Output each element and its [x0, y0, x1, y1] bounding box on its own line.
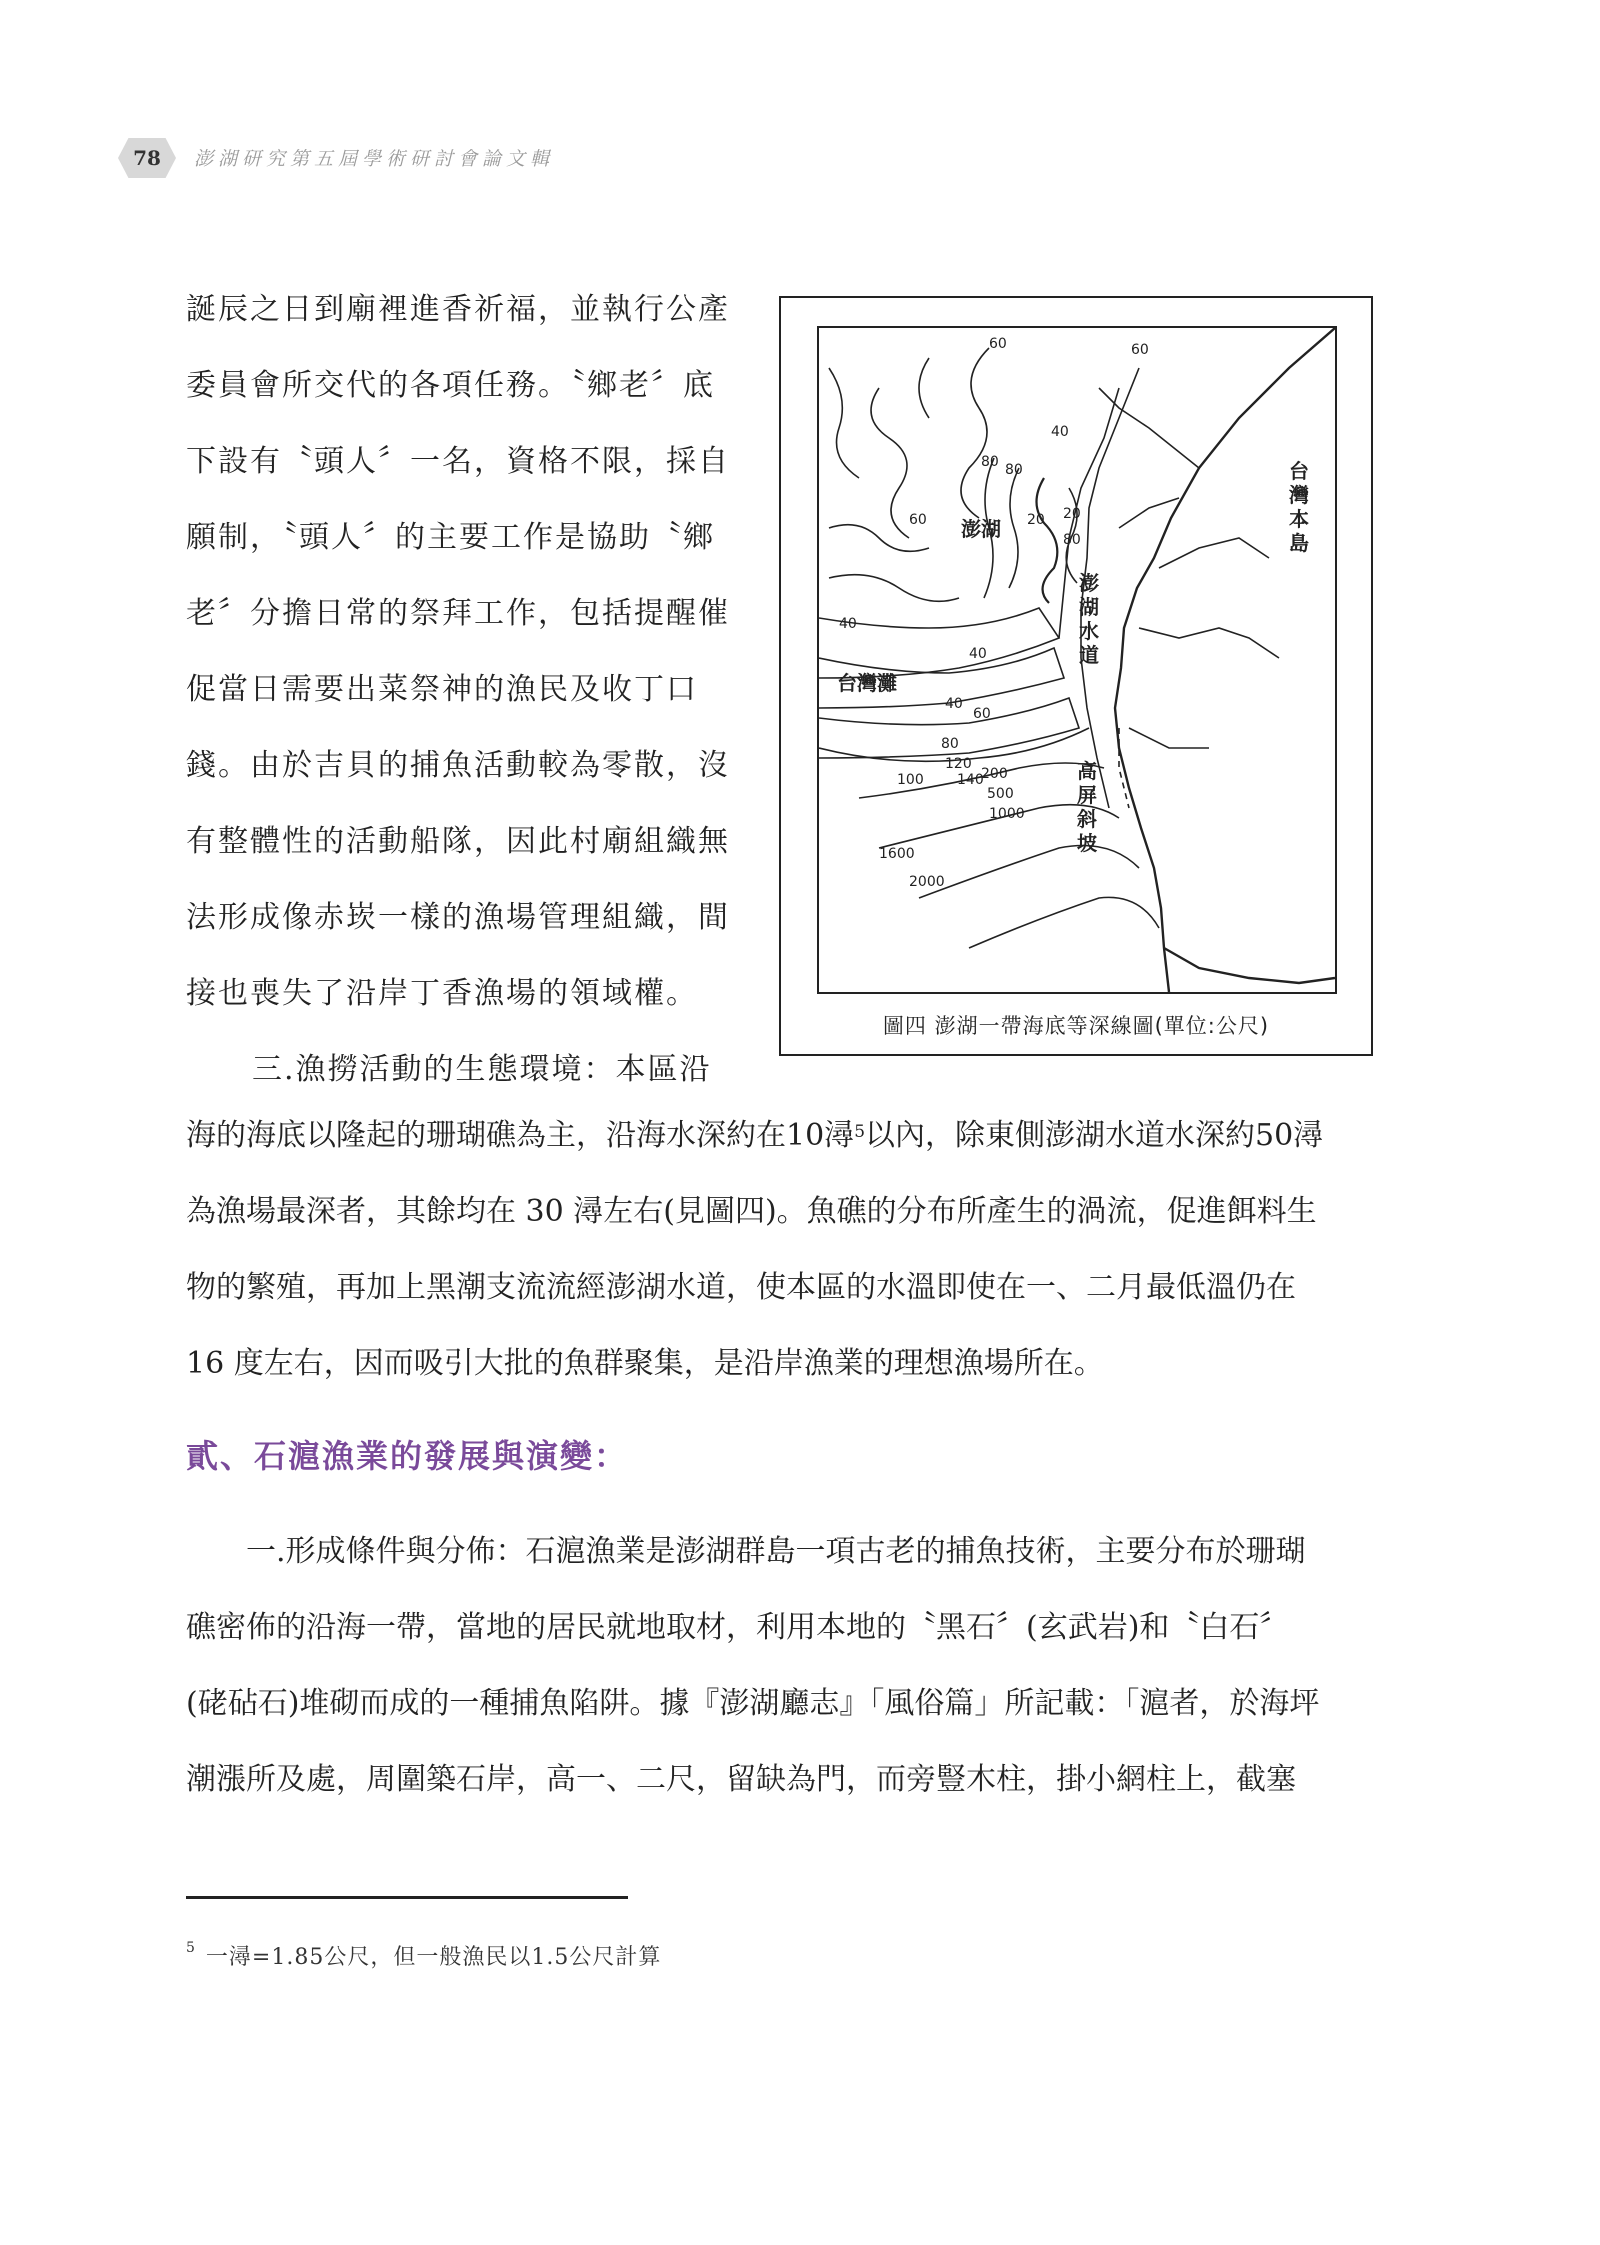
map-label-penghu-channel: 水	[1079, 619, 1099, 643]
contour-label: 80	[981, 454, 999, 470]
text-line: 下設有〝頭人〞一名，資格不限，採自	[186, 444, 730, 479]
footnote-divider	[186, 1896, 628, 1899]
contour-label: 40	[969, 646, 987, 662]
contour-label: 140	[957, 772, 984, 788]
full-text-block-2	[186, 1514, 1414, 1818]
text-line: 老〞分擔日常的祭拜工作，包括提醒催	[186, 596, 730, 631]
contour-map-svg	[819, 328, 1335, 992]
running-header	[118, 138, 818, 178]
contour-label: 20	[1027, 512, 1045, 528]
text-span: 海的海底以隆起的珊瑚礁為主，沿海水深約在10潯	[186, 1118, 855, 1153]
figure-4	[779, 296, 1373, 1056]
text-line: 接也喪失了沿岸丁香漁場的領域權。	[186, 976, 698, 1011]
contour-label: 80	[1005, 462, 1023, 478]
page-number: 78	[133, 146, 161, 170]
text-line: 一.形成條件與分佈：石滬漁業是澎湖群島一項古老的捕魚技術，主要分布於珊瑚	[246, 1534, 1306, 1569]
text-line: 有整體性的活動船隊，因此村廟組織無	[186, 824, 730, 859]
contour-label: 500	[987, 786, 1014, 802]
figure-caption: 圖四 澎湖一帶海底等深線圖(單位:公尺)	[882, 1014, 1270, 1038]
map-label-taiwan: 本	[1289, 507, 1309, 531]
text-line: 誕辰之日到廟裡進香祈福，並執行公產	[186, 292, 730, 327]
map-label-taiwan: 灣	[1289, 483, 1309, 507]
text-line: 法形成像赤崁一樣的漁場管理組織，間	[186, 900, 730, 935]
footnote-mark: 5	[186, 1940, 196, 1956]
map-label-taiwan: 台	[1289, 459, 1309, 483]
footnote-text: 一潯=1.85公尺，但一般漁民以1.5公尺計算	[205, 1945, 662, 1970]
map-label-gaoping-slope: 斜	[1077, 807, 1097, 831]
bathymetry-map	[817, 326, 1337, 994]
contour-label: 2000	[909, 874, 945, 890]
contour-label: 60	[973, 706, 991, 722]
text-line: 礁密佈的沿海一帶，當地的居民就地取材，利用本地的〝黑石〞(玄武岩)和〝白石〞	[186, 1610, 1290, 1645]
contour-label: 20	[1063, 506, 1081, 522]
map-label-penghu-channel: 道	[1079, 643, 1099, 667]
contour-label: 1600	[879, 846, 915, 862]
text-line: 委員會所交代的各項任務。〝鄉老〞底	[186, 368, 715, 403]
narrow-text-block	[186, 272, 760, 1108]
contour-label: 40	[839, 616, 857, 632]
map-label-gaoping-slope: 坡	[1077, 831, 1097, 855]
full-text-block-1	[186, 1098, 1414, 1402]
text-line: 16 度左右，因而吸引大批的魚群聚集，是沿岸漁業的理想漁場所在。	[186, 1346, 1104, 1381]
text-line: 三.漁撈活動的生態環境：本區沿	[252, 1052, 712, 1087]
contour-label: 120	[945, 756, 972, 772]
contour-label: 60	[1131, 342, 1149, 358]
journal-title: 澎湖研究第五屆學術研討會論文輯	[194, 148, 555, 170]
contour-label: 100	[897, 772, 924, 788]
contour-label: 80	[1063, 532, 1081, 548]
contour-label: 1000	[989, 806, 1025, 822]
map-label-gaoping-slope: 屏	[1077, 783, 1097, 807]
contour-label: 60	[909, 512, 927, 528]
text-line: 促當日需要出菜祭神的漁民及收丁口	[186, 672, 698, 707]
contour-label: 40	[1051, 424, 1069, 440]
text-line: 願制，〝頭人〞的主要工作是協助〝鄉	[186, 520, 715, 555]
text-line: 錢。由於吉貝的捕魚活動較為零散，沒	[186, 748, 730, 783]
text-line: 物的繁殖，再加上黑潮支流流經澎湖水道，使本區的水溫即使在一、二月最低溫仍在	[186, 1270, 1296, 1305]
footnote	[186, 1940, 661, 1971]
text-line: 潮漲所及處，周圍築石岸，高一、二尺，留缺為門，而旁豎木柱，掛小網柱上，截塞	[186, 1762, 1296, 1797]
map-label-penghu-channel: 澎	[1079, 571, 1099, 595]
contour-label: 200	[981, 766, 1008, 782]
map-label-penghu-channel: 湖	[1079, 595, 1099, 619]
contour-label: 80	[941, 736, 959, 752]
map-label-taiwan: 島	[1289, 531, 1309, 555]
map-label-penghu: 澎湖	[961, 517, 1001, 541]
section-heading: 貳、石滬漁業的發展與演變：	[186, 1437, 629, 1475]
map-label-gaoping-slope: 高	[1077, 759, 1097, 783]
contour-label: 40	[945, 696, 963, 712]
map-label-taiwan-shoal: 台灣灘	[837, 671, 897, 695]
text-line: (硓砧石)堆砌而成的一種捕魚陷阱。據『澎湖廳志』「風俗篇」所記載：「滬者，於海坪	[186, 1686, 1320, 1721]
footnote-reference: 5	[854, 1122, 866, 1142]
text-line	[186, 1098, 1414, 1174]
text-line: 為漁場最深者，其餘均在 30 潯左右(見圖四)。魚礁的分布所產生的渦流，促進餌料生	[186, 1194, 1317, 1229]
text-span: 以內，除東側澎湖水道水深約50潯	[865, 1118, 1324, 1153]
contour-label: 60	[989, 336, 1007, 352]
